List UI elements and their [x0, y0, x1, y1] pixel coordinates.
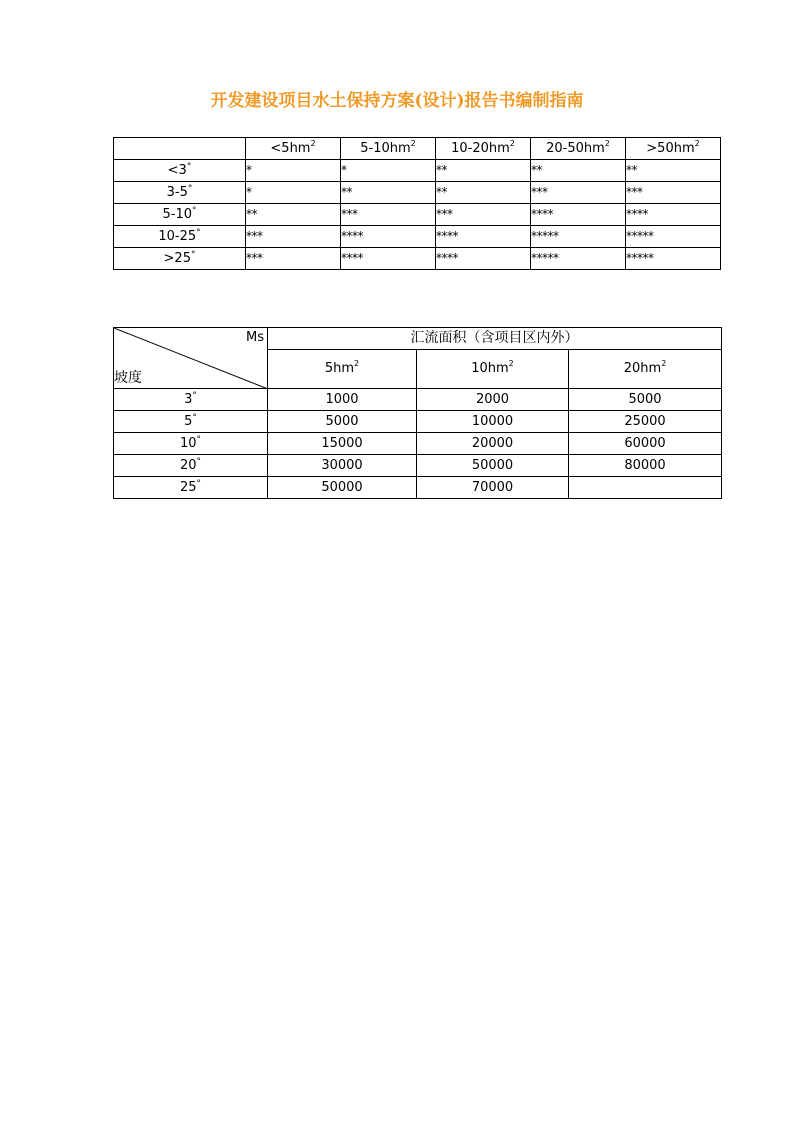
table-row [114, 160, 721, 182]
table-cell: 50000 [268, 477, 417, 499]
header-cell: $5-10hm^2$ [341, 138, 436, 160]
table-cell: *** [341, 204, 436, 226]
table-cell: *** [531, 182, 626, 204]
table-cell: 50000 [417, 455, 569, 477]
table-row [114, 433, 722, 455]
table-cell [569, 477, 722, 499]
slope-cell: 5° [114, 411, 268, 433]
slope-cell: 25° [114, 477, 268, 499]
table-cell: *** [246, 226, 341, 248]
header-cell: $>50hm^2$ [626, 138, 721, 160]
row-label: <3° [114, 160, 246, 182]
table-row [114, 226, 721, 248]
table-cell: * [246, 160, 341, 182]
slope-cell: 10° [114, 433, 268, 455]
table-cell: **** [341, 248, 436, 270]
unit-header-cell: $5hm^2$ [268, 350, 417, 389]
table-cell: 2000 [417, 389, 569, 411]
table-cell: 20000 [417, 433, 569, 455]
table-cell: ***** [626, 226, 721, 248]
diagonal-corner-cell [114, 328, 268, 389]
slope-cell: 20° [114, 455, 268, 477]
row-label: 5-10° [114, 204, 246, 226]
page-title: 开发建设项目水土保持方案(设计)报告书编制指南 [210, 91, 584, 111]
group-header: 汇流面积（含项目区内外） [268, 328, 722, 350]
header-cell: $<5hm^2$ [246, 138, 341, 160]
table-cell: ***** [626, 248, 721, 270]
table-cell: 60000 [569, 433, 722, 455]
table-cell: ** [341, 182, 436, 204]
table-cell: 5000 [569, 389, 722, 411]
slope-area-grade-table [113, 137, 721, 270]
table-cell: *** [436, 204, 531, 226]
table-header-row [114, 328, 722, 350]
table-row [114, 477, 722, 499]
table-cell: **** [531, 204, 626, 226]
table-cell: **** [626, 204, 721, 226]
table-cell: *** [246, 248, 341, 270]
table-cell: ***** [531, 226, 626, 248]
table-row [114, 455, 722, 477]
row-label: >25° [114, 248, 246, 270]
header-cell: $10-20hm^2$ [436, 138, 531, 160]
table-cell: **** [436, 226, 531, 248]
table-cell: 80000 [569, 455, 722, 477]
table-cell: ** [436, 160, 531, 182]
table-cell: 25000 [569, 411, 722, 433]
table-cell: ** [531, 160, 626, 182]
table-cell: 70000 [417, 477, 569, 499]
row-label: 3-5° [114, 182, 246, 204]
slope-cell: 3° [114, 389, 268, 411]
table-row [114, 389, 722, 411]
table-cell: *** [626, 182, 721, 204]
corner-label-ms: Ms [246, 330, 264, 345]
table-cell: 5000 [268, 411, 417, 433]
table-cell: **** [436, 248, 531, 270]
catchment-area-ms-table [113, 327, 722, 499]
table-row [114, 204, 721, 226]
table-row [114, 182, 721, 204]
header-cell: $20-50hm^2$ [531, 138, 626, 160]
table-header-row [114, 138, 721, 160]
unit-header-cell: $20hm^2$ [569, 350, 722, 389]
table-cell: ** [246, 204, 341, 226]
table-row [114, 248, 721, 270]
table-cell: ** [626, 160, 721, 182]
row-label: 10-25° [114, 226, 246, 248]
header-empty-cell [114, 138, 246, 160]
table-row [114, 411, 722, 433]
corner-label-slope: 坡度 [114, 370, 142, 386]
table-cell: 15000 [268, 433, 417, 455]
table-cell: ***** [531, 248, 626, 270]
table-cell: 30000 [268, 455, 417, 477]
table-cell: * [246, 182, 341, 204]
table-cell: 10000 [417, 411, 569, 433]
unit-header-cell: $10hm^2$ [417, 350, 569, 389]
table-cell: 1000 [268, 389, 417, 411]
table-cell: **** [341, 226, 436, 248]
table-cell: * [341, 160, 436, 182]
table-cell: ** [436, 182, 531, 204]
